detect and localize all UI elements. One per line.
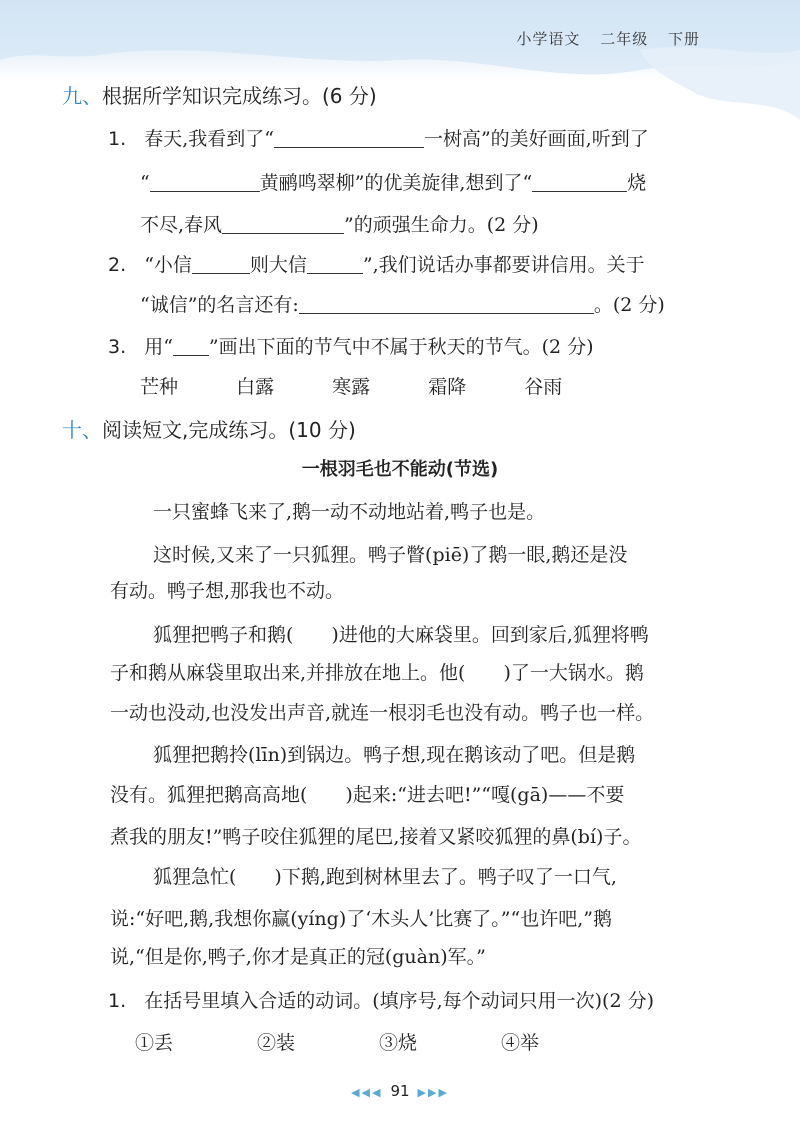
article-line: 一只蜜蜂飞来了,鹅一动不动地站着,鸭子也是。 (153, 501, 546, 523)
solar-term[interactable]: 谷雨 (524, 376, 563, 398)
section-10-number: 十、 (62, 418, 102, 442)
q9-3-text-b: ”画出下面的节气中不属于秋天的节气。(2 分) (208, 336, 594, 358)
q9-1-number: 1. (108, 128, 127, 150)
q9-3-text-a: 用“ (144, 336, 173, 358)
q9-1-text-f: 不尽,春风 (140, 214, 223, 236)
q9-1-line3 (140, 210, 539, 237)
solar-terms-list (140, 372, 614, 399)
section-9-title (62, 80, 377, 109)
q9-2-text-a: “小信 (144, 254, 192, 276)
article-line: 子和鹅从麻袋里取出来,并排放在地上。他( )了一大锅水。鹅 (110, 662, 644, 684)
answer-blank[interactable] (299, 293, 594, 314)
q9-3-number: 3. (108, 336, 127, 358)
q9-1-line1 (108, 124, 649, 151)
verb-option[interactable]: ④举 (501, 1032, 540, 1054)
answer-blank[interactable] (274, 127, 424, 148)
solar-term[interactable]: 白露 (236, 376, 275, 398)
q9-2-line1 (108, 250, 645, 277)
page-number: 91 (390, 1082, 410, 1100)
q10-1-line (108, 986, 654, 1013)
q9-1-text-b: 一树高”的美好画面,听到了 (423, 128, 649, 150)
q9-2-text-b: 则大信 (249, 254, 307, 276)
q9-1-text-c: “ (140, 172, 150, 194)
q9-2-line2 (140, 290, 665, 317)
header-subject: 小学语文 (516, 30, 581, 48)
q9-1-line2 (140, 168, 646, 195)
q9-3-line1 (108, 332, 594, 359)
verb-option[interactable]: ②装 (257, 1032, 296, 1054)
q9-2-text-d: “诚信”的名言还有: (140, 294, 299, 316)
article-line: 狐狸急忙( )下鹅,跑到树林里去了。鸭子叹了一口气, (153, 866, 617, 888)
q9-1-text-e: 烧 (627, 172, 647, 194)
q9-2-number: 2. (108, 254, 127, 276)
solar-term[interactable]: 寒露 (332, 376, 371, 398)
answer-blank[interactable] (532, 171, 627, 192)
answer-blank[interactable] (222, 213, 344, 234)
header-grade: 二年级 (600, 30, 649, 48)
solar-term[interactable]: 芒种 (140, 376, 179, 398)
q9-2-text-e: 。(2 分) (593, 294, 665, 316)
article-line: 有动。鸭子想,那我也不动。 (110, 580, 345, 602)
section-9-number: 九、 (62, 84, 102, 108)
q9-1-text-d: 黄鹂鸣翠柳”的优美旋律,想到了“ (259, 172, 533, 194)
q10-1-number: 1. (108, 990, 127, 1012)
page-header (502, 28, 700, 49)
q10-1-text: 在括号里填入合适的动词。(填序号,每个动词只用一次)(2 分) (144, 990, 655, 1012)
verb-option[interactable]: ①丢 (135, 1032, 174, 1054)
answer-blank[interactable] (307, 253, 363, 274)
article-title: 一根羽毛也不能动(节选) (301, 459, 499, 480)
answer-blank[interactable] (150, 171, 260, 192)
article-line: 说:“好吧,鹅,我想你赢(yíng)了‘木头人’比赛了。”“也许吧,”鹅 (110, 908, 612, 930)
right-arrows-icon: ▶▶▶ (417, 1086, 449, 1099)
article-line: 说,“但是你,鸭子,你才是真正的冠(guàn)军。” (110, 946, 486, 968)
verb-option[interactable]: ③烧 (379, 1032, 418, 1054)
q9-1-text-a: 春天,我看到了“ (144, 128, 274, 150)
header-volume: 下册 (667, 30, 700, 48)
section-10-title (62, 414, 356, 443)
section-10-heading: 阅读短文,完成练习。(10 分) (102, 418, 356, 442)
answer-blank[interactable] (192, 253, 250, 274)
article-line: 狐狸把鹅拎(līn)到锅边。鸭子想,现在鹅该动了吧。但是鹅 (153, 744, 636, 766)
solar-term[interactable]: 霜降 (428, 376, 467, 398)
q9-2-text-c: ”,我们说话办事都要讲信用。关于 (362, 254, 645, 276)
page-footer (0, 1082, 800, 1100)
article-line: 一动也没动,也没发出声音,就连一根羽毛也没有动。鸭子也一样。 (110, 702, 655, 724)
answer-blank[interactable] (173, 335, 209, 356)
verb-options (135, 1028, 623, 1055)
article-line: 狐狸把鸭子和鹅( )进他的大麻袋里。回到家后,狐狸将鸭 (153, 624, 649, 646)
left-arrows-icon: ◀◀◀ (351, 1086, 383, 1099)
section-9-heading: 根据所学知识完成练习。(6 分) (102, 84, 377, 108)
article-line: 没有。狐狸把鹅高高地( )起来:“进去吧!”“嘎(gā)——不要 (110, 784, 625, 806)
q9-1-text-g: ”的顽强生命力。(2 分) (344, 214, 539, 236)
article-line: 煮我的朋友!”鸭子咬住狐狸的尾巴,接着又紧咬狐狸的鼻(bí)子。 (110, 826, 642, 848)
article-line: 这时候,又来了一只狐狸。鸭子瞥(piē)了鹅一眼,鹅还是没 (153, 544, 628, 566)
